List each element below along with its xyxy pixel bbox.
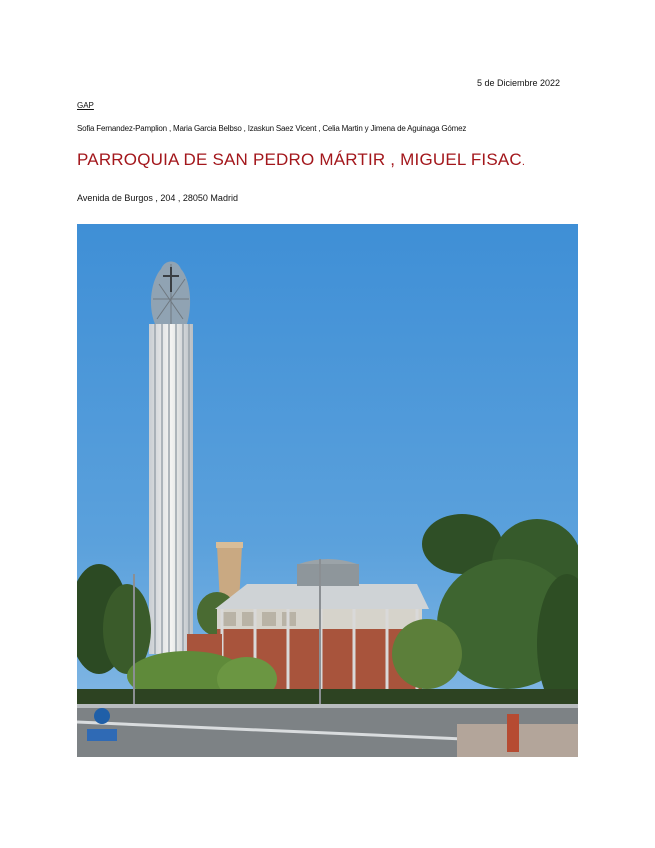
authors: Sofia Fernandez-Pamplion , Maria Garcia Belbso , Izaskun Saez Vicent , Celia Martin y Jimena de Aguinaga Gómez <box>77 124 467 133</box>
page-title <box>77 150 525 170</box>
bell-tower <box>149 262 193 655</box>
road <box>77 704 578 757</box>
date: 5 de Diciembre 2022 <box>476 78 560 88</box>
page-title-dot: . <box>521 156 526 168</box>
address: Avenida de Burgos , 204 , 28050 Madrid <box>77 193 238 203</box>
page-title-text: PARROQUIA DE SAN PEDRO MÁRTIR , MIGUEL FISAC <box>77 150 522 169</box>
group-label: GAP <box>77 101 94 110</box>
church-photo <box>77 224 578 757</box>
